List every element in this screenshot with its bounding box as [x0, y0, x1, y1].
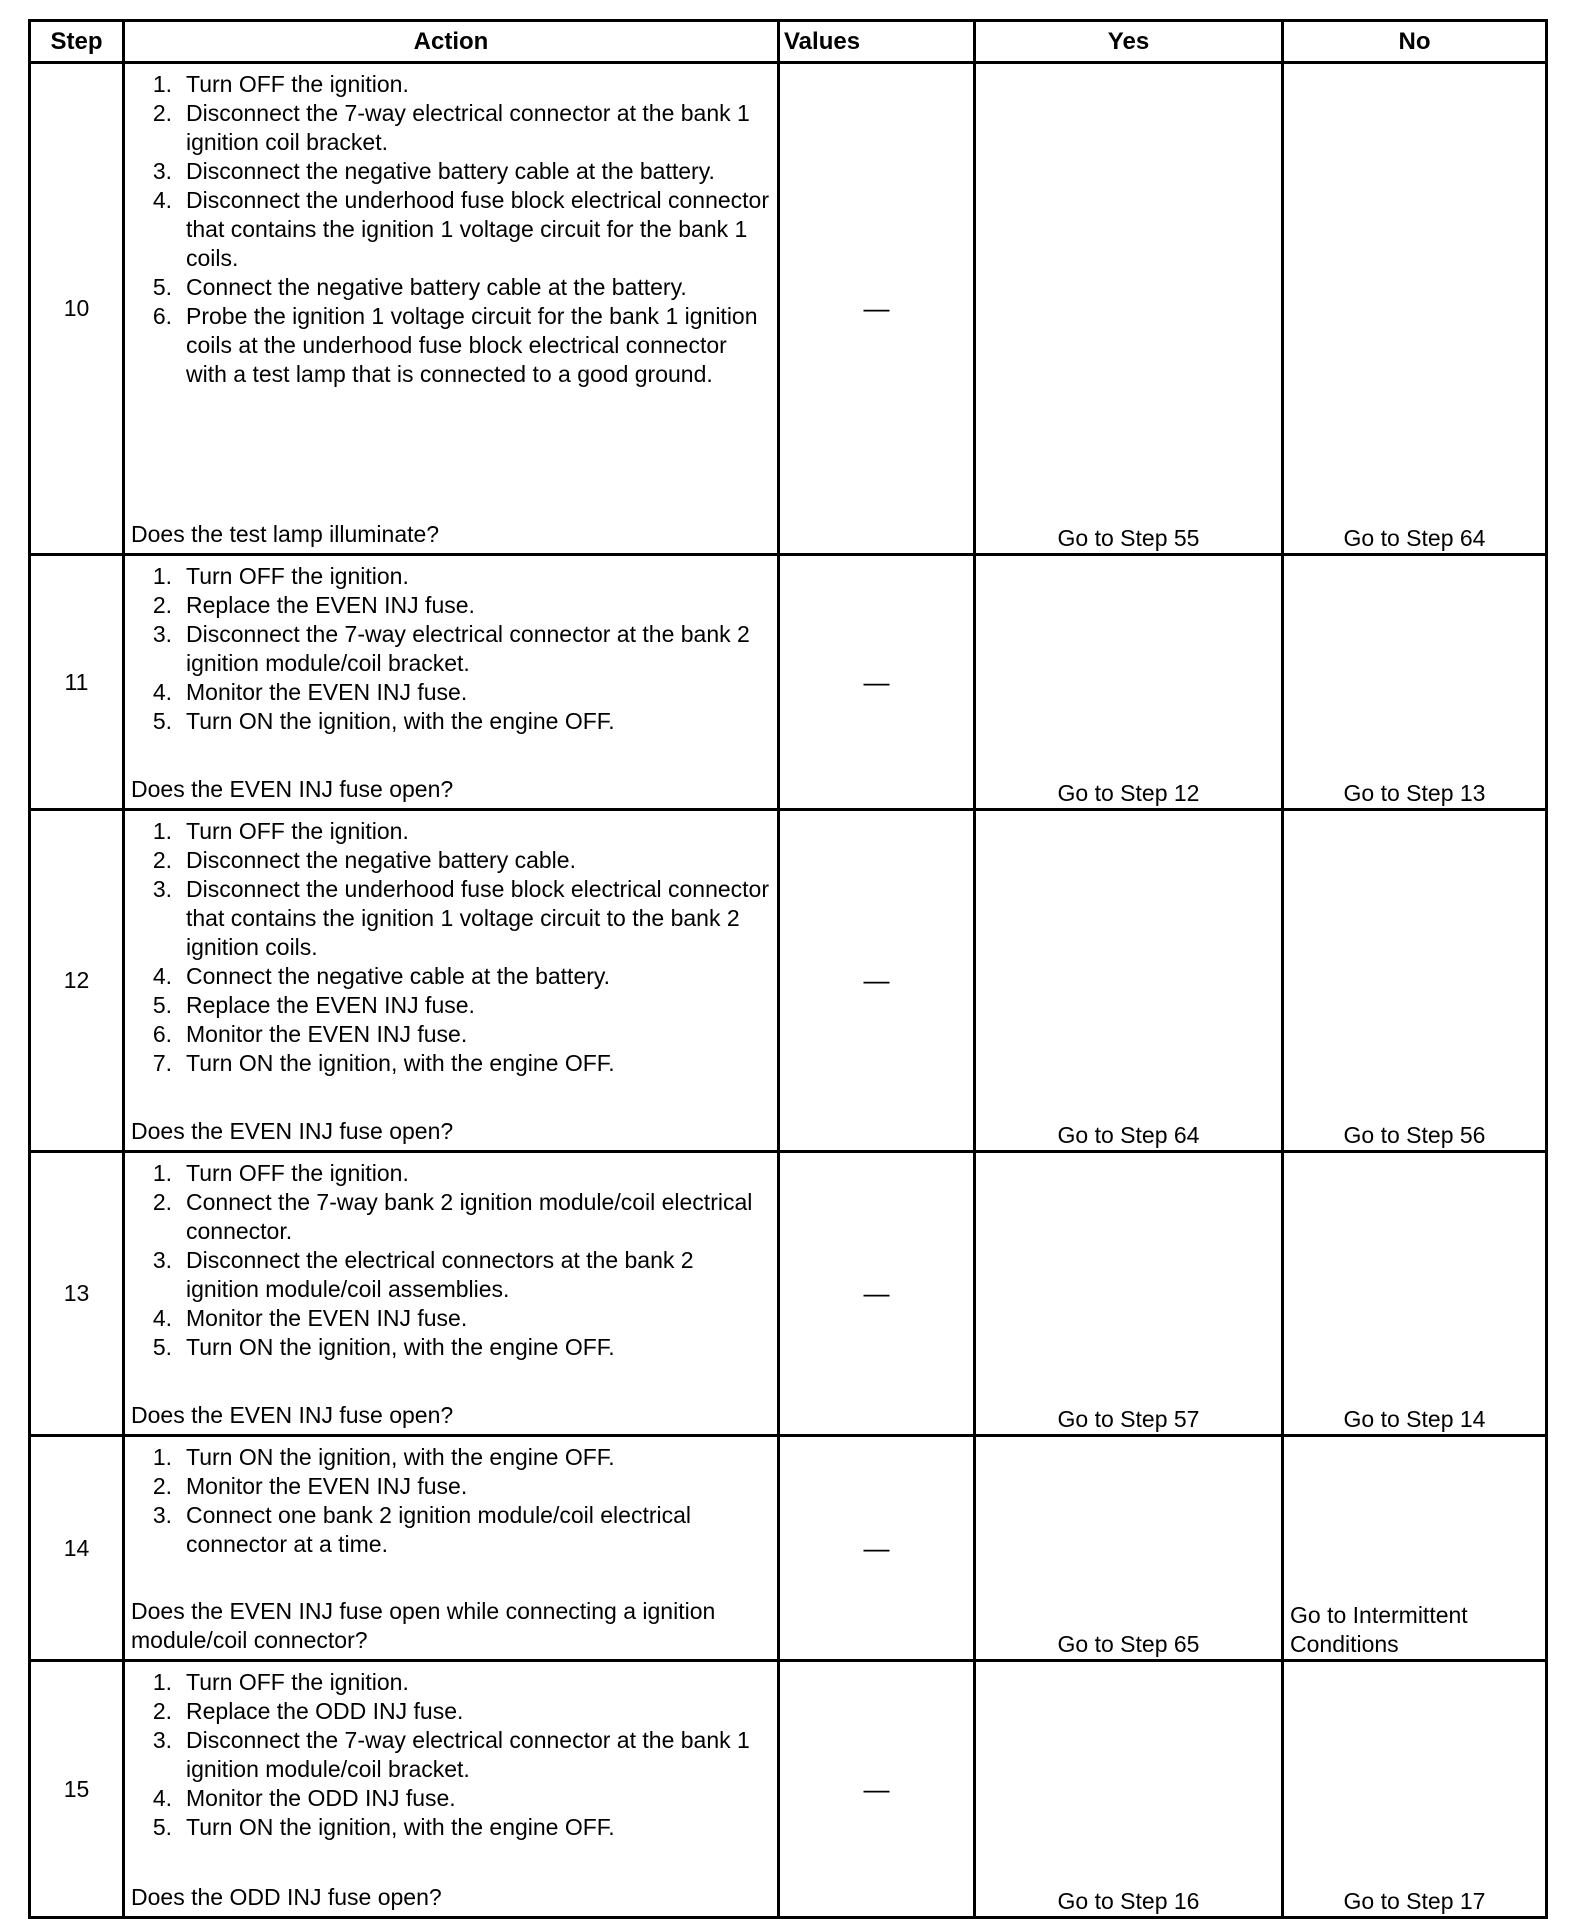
values-cell: —: [779, 1661, 975, 1918]
yes-link[interactable]: Go to Step 65: [975, 1436, 1283, 1661]
list-item: 2. Disconnect the negative battery cable.: [152, 847, 576, 873]
list-item: 5. Replace the EVEN INJ fuse.: [152, 992, 475, 1018]
action-cell: [124, 810, 779, 1152]
header-row: [30, 21, 1547, 63]
list-item: 2. Monitor the EVEN INJ fuse.: [152, 1473, 468, 1499]
list-item: 3. Disconnect the 7-way electrical connector at the bank 1 ignition module/coil bracket.: [152, 1727, 750, 1782]
list-item: 4. Monitor the EVEN INJ fuse.: [152, 1305, 468, 1331]
list-item: 5. Turn ON the ignition, with the engine OFF.: [152, 708, 615, 734]
list-item: 1. Turn OFF the ignition.: [152, 818, 409, 844]
list-item: 1. Turn ON the ignition, with the engine OFF.: [152, 1444, 615, 1470]
yes-link[interactable]: Go to Step 55: [975, 63, 1283, 555]
list-item: 2. Disconnect the 7-way electrical connector at the bank 1 ignition coil bracket.: [152, 100, 750, 155]
action-cell: [124, 1436, 779, 1661]
list-item: 4. Monitor the ODD INJ fuse.: [152, 1785, 456, 1811]
step-number: 12: [30, 810, 124, 1152]
action-steps: [131, 562, 771, 736]
list-item: 2. Replace the ODD INJ fuse.: [152, 1698, 464, 1724]
list-item: 4. Disconnect the underhood fuse block electrical connector that contains the ignition 1 voltage circuit for the bank 1 coils.: [152, 187, 770, 271]
table-row: [30, 63, 1547, 555]
question-text: Does the ODD INJ fuse open?: [131, 1884, 442, 1910]
yes-link[interactable]: Go to Step 16: [975, 1661, 1283, 1918]
header-values: Values: [779, 21, 975, 63]
table-row: [30, 555, 1547, 810]
list-item: 1. Turn OFF the ignition.: [152, 71, 409, 97]
values-cell: —: [779, 1152, 975, 1436]
step-number: 10: [30, 63, 124, 555]
list-item: 3. Connect one bank 2 ignition module/coil electrical connector at a time.: [152, 1502, 692, 1557]
header-action: Action: [124, 21, 779, 63]
list-item: 2. Replace the EVEN INJ fuse.: [152, 592, 475, 618]
values-cell: —: [779, 63, 975, 555]
no-link[interactable]: Go to Step 14: [1283, 1152, 1547, 1436]
values-cell: —: [779, 1436, 975, 1661]
step-number: 13: [30, 1152, 124, 1436]
no-link[interactable]: Go to Step 64: [1283, 63, 1547, 555]
header-yes: Yes: [975, 21, 1283, 63]
table-row: [30, 1152, 1547, 1436]
action-steps: [131, 1443, 771, 1559]
action-steps: [131, 817, 771, 1078]
list-item: 5. Turn ON the ignition, with the engine OFF.: [152, 1334, 615, 1360]
no-link[interactable]: Go to Intermittent Conditions: [1283, 1436, 1547, 1661]
list-item: 1. Turn OFF the ignition.: [152, 1160, 409, 1186]
step-number: 11: [30, 555, 124, 810]
step-number: 14: [30, 1436, 124, 1661]
list-item: 2. Connect the 7-way bank 2 ignition module/coil electrical connector.: [152, 1189, 753, 1244]
no-link[interactable]: Go to Step 13: [1283, 555, 1547, 810]
yes-link[interactable]: Go to Step 64: [975, 810, 1283, 1152]
list-item: 4. Monitor the EVEN INJ fuse.: [152, 679, 468, 705]
header-no: No: [1283, 21, 1547, 63]
action-steps: [131, 70, 771, 389]
list-item: 3. Disconnect the electrical connectors at the bank 2 ignition module/coil assemblies.: [152, 1247, 694, 1302]
list-item: 1. Turn OFF the ignition.: [152, 563, 409, 589]
list-item: 6. Monitor the EVEN INJ fuse.: [152, 1021, 468, 1047]
yes-link[interactable]: Go to Step 12: [975, 555, 1283, 810]
action-steps: [131, 1668, 771, 1842]
action-cell: [124, 555, 779, 810]
question-text: Does the EVEN INJ fuse open?: [131, 1402, 454, 1428]
action-steps: [131, 1159, 771, 1362]
action-cell: [124, 1661, 779, 1918]
values-cell: —: [779, 555, 975, 810]
action-cell: [124, 1152, 779, 1436]
list-item: 3. Disconnect the 7-way electrical connector at the bank 2 ignition module/coil bracket.: [152, 621, 750, 676]
list-item: 5. Turn ON the ignition, with the engine OFF.: [152, 1814, 615, 1840]
no-link[interactable]: Go to Step 17: [1283, 1661, 1547, 1918]
values-cell: —: [779, 810, 975, 1152]
table-row: [30, 1436, 1547, 1661]
table-row: [30, 810, 1547, 1152]
yes-link[interactable]: Go to Step 57: [975, 1152, 1283, 1436]
diagnostic-table: [28, 19, 1548, 1919]
question-text: Does the EVEN INJ fuse open?: [131, 776, 454, 802]
question-text: Does the EVEN INJ fuse open?: [131, 1118, 454, 1144]
list-item: 3. Disconnect the negative battery cable at the battery.: [152, 158, 715, 184]
list-item: 3. Disconnect the underhood fuse block electrical connector that contains the ignition 1 voltage circuit to the bank 2 ignition coils.: [152, 876, 770, 960]
action-cell: [124, 63, 779, 555]
list-item: 7. Turn ON the ignition, with the engine OFF.: [152, 1050, 615, 1076]
question-text: Does the test lamp illuminate?: [131, 521, 440, 547]
no-link[interactable]: Go to Step 56: [1283, 810, 1547, 1152]
question-text: Does the EVEN INJ fuse open while connecting a ignition module/coil connector?: [131, 1598, 716, 1653]
list-item: 1. Turn OFF the ignition.: [152, 1669, 409, 1695]
table-row: [30, 1661, 1547, 1918]
list-item: 4. Connect the negative cable at the battery.: [152, 963, 611, 989]
list-item: 6. Probe the ignition 1 voltage circuit for the bank 1 ignition coils at the underhood fuse block electrical connector with a test lamp that is connected to a good ground.: [152, 303, 758, 387]
list-item: 5. Connect the negative battery cable at the battery.: [152, 274, 687, 300]
header-step: Step: [30, 21, 124, 63]
step-number: 15: [30, 1661, 124, 1918]
